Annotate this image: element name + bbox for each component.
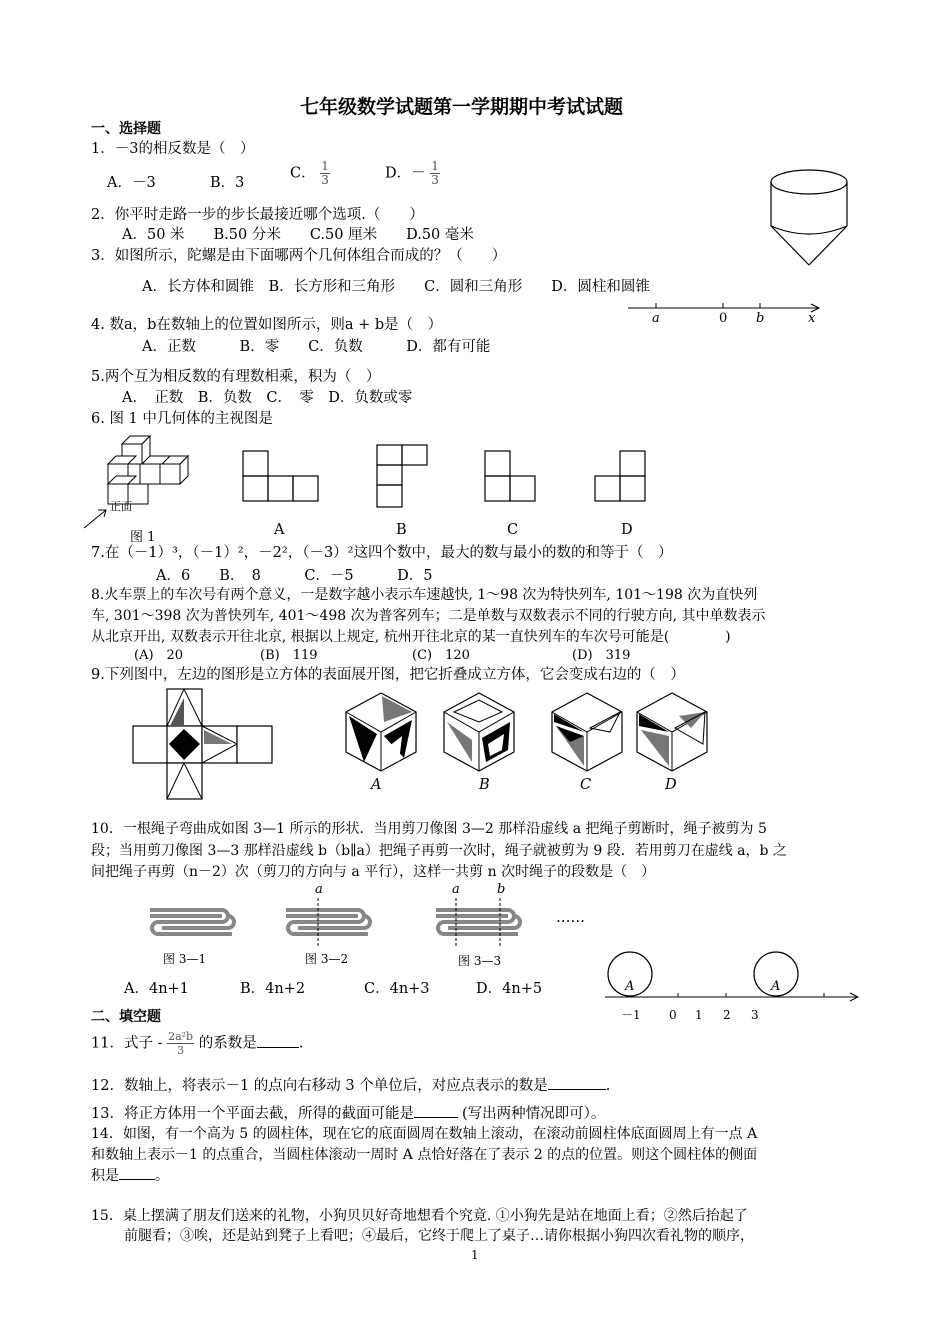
q14-line1: 14．如图，有一个高为 5 的圆柱体，现在它的底面圆周在数轴上滚动，在滚动前圆柱体底面圆周上有一点 A xyxy=(91,1126,758,1142)
tick-label-2: 2 xyxy=(723,1008,731,1022)
q1-option-d xyxy=(385,160,440,187)
q7-options: A．6 B． 8 C．－5 D．5 xyxy=(156,568,433,584)
q1-stem: 1．－3的相反数是（ ） xyxy=(91,141,255,157)
q10-option-b: B．4n+2 xyxy=(240,981,306,997)
q6-option-a-view xyxy=(242,450,322,502)
q13 xyxy=(91,1102,605,1123)
q8-line3: 从北京开出, 双数表示开往北京, 根据以上规定, 杭州开往北京的某一直快列车的车次号可能是( ) xyxy=(91,629,731,645)
q9-label-b: B xyxy=(479,777,490,793)
q10-fig1-caption: 图 3—1 xyxy=(163,952,207,966)
fraction-denominator: 3 xyxy=(321,173,329,187)
q13-end: (写出两种情况即可）。 xyxy=(461,1106,606,1122)
q8-line2: 车, 301～398 次为普快列车, 401～498 次为普客列车；二是单数与双数表示不同的行驶方向, 其中单数表示 xyxy=(91,608,766,624)
fraction-denominator: 3 xyxy=(431,173,439,187)
rope-figure-3-3 xyxy=(434,896,524,948)
tick-label-0: 0 xyxy=(669,1008,677,1022)
axis-label-a: a xyxy=(652,311,660,326)
q11-end: . xyxy=(298,1035,304,1052)
section-heading-choice: 一、选择题 xyxy=(91,121,161,137)
q12-end: . xyxy=(605,1078,611,1094)
rope-figure-3-2 xyxy=(284,896,374,948)
q7-stem: 7.在（－1）³，（－1）²，－2²，（－3）²这四个数中，最大的数与最小的数的和等于（ ） xyxy=(91,545,673,561)
q1-option-c xyxy=(290,160,330,187)
q10-line1: 10．一根绳子弯曲成如图 3—1 所示的形状．当用剪刀像图 3—2 那样沿虚线 a 把绳子剪断时，绳子被剪为 5 xyxy=(91,821,767,837)
q1-option-a: A．－3 xyxy=(107,175,156,191)
q6-label-b: B xyxy=(396,522,407,538)
q1-option-d-fraction xyxy=(430,160,440,187)
q9-stem: 9.下列图中，左边的图形是立方体的表面展开图，把它折叠成立方体，它会变成右边的（ ） xyxy=(91,667,685,683)
q10-fig3-caption: 图 3—3 xyxy=(458,954,502,968)
q9-cube-a xyxy=(344,692,418,772)
q9-cube-net xyxy=(132,688,277,800)
q8-option-a: (A) 20 xyxy=(134,648,184,663)
tick-label-1: 1 xyxy=(695,1008,703,1022)
q14-end: 。 xyxy=(155,1168,169,1184)
q10-option-a: A．4n+1 xyxy=(124,981,189,997)
q9-label-d: D xyxy=(665,777,677,793)
q4-number-line xyxy=(628,300,828,330)
q13-answer-blank[interactable] xyxy=(414,1103,458,1118)
q10-fig3-a-label: a xyxy=(452,882,460,897)
q4-options: A．正数 B．零 C．负数 D．都有可能 xyxy=(142,339,491,355)
q10-ellipsis: …… xyxy=(556,910,585,926)
q5-options: A． 正数 B．负数 C． 零 D．负数或零 xyxy=(122,390,413,406)
q6-option-d-view xyxy=(594,450,649,502)
q8-option-d: (D) 319 xyxy=(572,648,631,663)
front-label: 正面 xyxy=(110,500,132,513)
q11-prefix: 11．式子 - xyxy=(91,1035,163,1052)
q10-fig2-caption: 图 3—2 xyxy=(305,952,349,966)
q1-option-c-label: C． xyxy=(290,165,316,182)
q5-stem: 5.两个互为相反数的有理数相乘，积为（ ） xyxy=(91,369,381,385)
q6-option-c-view xyxy=(484,450,539,502)
q14-line3-text: 积是 xyxy=(91,1168,119,1184)
q10-option-d: D．4n+5 xyxy=(476,981,543,997)
q6-label-a: A xyxy=(274,522,285,538)
fraction-numerator: 2a²b xyxy=(168,1030,194,1043)
q10-line3: 间把绳子再剪（n－2）次（剪刀的方向与 a 平行），这样一共剪 n 次时绳子的段数是（ ） xyxy=(91,864,656,880)
q11 xyxy=(91,1030,303,1057)
q10-option-c: C．4n+3 xyxy=(364,981,430,997)
top-ellipse xyxy=(771,170,847,194)
q12 xyxy=(91,1074,610,1095)
q10-fig3-b-label: b xyxy=(497,882,506,897)
q14-line3 xyxy=(91,1165,169,1185)
q14-rolling-cylinder-figure xyxy=(605,950,865,1030)
q8-option-c: (C) 120 xyxy=(412,648,470,663)
q10-line2: 段；当用剪刀像图 3—3 那样沿虚线 b（b∥a）把绳子再剪一次时，绳子就被剪为 9 段．若用剪刀在虚线 a，b 之 xyxy=(91,843,787,859)
q14-answer-blank[interactable] xyxy=(119,1165,155,1180)
q8-option-b: (B) 119 xyxy=(260,648,318,663)
q14-line2: 和数轴上表示－1 的点重合，当圆柱体滚动一周时 A 点恰好落在了表示 2 的点的位置。则这个圆柱体的侧面 xyxy=(91,1147,758,1163)
q9-label-c: C xyxy=(580,777,592,793)
q11-text: 的系数是 xyxy=(198,1035,257,1052)
q13-text: 13．将正方体用一个平面去截，所得的截面可能是 xyxy=(91,1106,414,1122)
q6-solid-figure xyxy=(82,436,192,534)
q9-cube-c xyxy=(550,692,624,772)
tick-label-neg1: －1 xyxy=(621,1008,641,1022)
spinning-top-figure xyxy=(768,168,852,268)
tick-label-3: 3 xyxy=(751,1008,759,1022)
q4-stem: 4. 数a，b在数轴上的位置如图所示，则a + b是（ ） xyxy=(91,317,443,333)
q9-cube-d xyxy=(635,692,709,772)
axis-label-b: b xyxy=(756,311,765,326)
q9-label-a: A xyxy=(371,777,382,793)
q11-answer-blank[interactable] xyxy=(257,1033,299,1048)
axis-label-x: x xyxy=(808,311,816,326)
q6-stem: 6. 图 1 中几何体的主视图是 xyxy=(91,411,273,427)
q9-cube-b xyxy=(442,692,516,772)
fraction-denominator: 3 xyxy=(177,1044,185,1057)
q8-line1: 8.火车票上的车次号有两个意义，一是数字越小表示车速越快, 1～98 次为特快列车, 101～198 次为直快列 xyxy=(91,587,758,603)
q6-option-b-view xyxy=(376,444,428,524)
point-a-end: A xyxy=(771,979,781,994)
q3-options: A．长方体和圆锥 B．长方形和三角形 C．圆和三角形 D．圆柱和圆锥 xyxy=(142,279,650,295)
q6-label-c: C xyxy=(507,522,519,538)
fraction-numerator: 1 xyxy=(431,159,439,173)
q2-options: A．50 米 B.50 分米 C.50 厘米 D.50 毫米 xyxy=(122,227,474,243)
point-a-start: A xyxy=(625,979,635,994)
q3-stem: 3．如图所示，陀螺是由下面哪两个几何体组合而成的？（ ） xyxy=(91,248,507,264)
q15-line1: 15．桌上摆满了朋友们送来的礼物，小狗贝贝好奇地想看个究竟. ①小狗先是站在地面上看；②然后抬起了 xyxy=(91,1208,748,1224)
q6-label-d: D xyxy=(621,522,633,538)
axis-label-0: 0 xyxy=(719,311,728,326)
q1-option-d-label: D．－ xyxy=(385,165,426,182)
q1-option-b: B．3 xyxy=(210,175,245,191)
q12-answer-blank[interactable] xyxy=(548,1075,606,1090)
q12-text: 12．数轴上，将表示－1 的点向右移动 3 个单位后，对应点表示的数是 xyxy=(91,1078,548,1094)
q1-option-c-fraction xyxy=(320,160,330,187)
q6-figure-caption: 图 1 xyxy=(130,530,156,545)
q15-line2: 前腿看；③唉，还是站到凳子上看吧；④最后，它终于爬上了桌子…请你根据小狗四次看礼物的顺序， xyxy=(124,1228,754,1244)
page-number: 1 xyxy=(471,1248,479,1262)
q2-stem: 2．你平时走路一步的步长最接近哪个选项.（ ） xyxy=(91,207,424,223)
section-heading-fill: 二、填空题 xyxy=(91,1009,161,1025)
page-title: 七年级数学试题第一学期期中考试试题 xyxy=(300,96,624,118)
q10-fig2-a-label: a xyxy=(315,882,323,897)
fraction-numerator: 1 xyxy=(321,159,329,173)
q11-fraction xyxy=(167,1030,194,1057)
rope-figure-3-1 xyxy=(148,906,238,942)
